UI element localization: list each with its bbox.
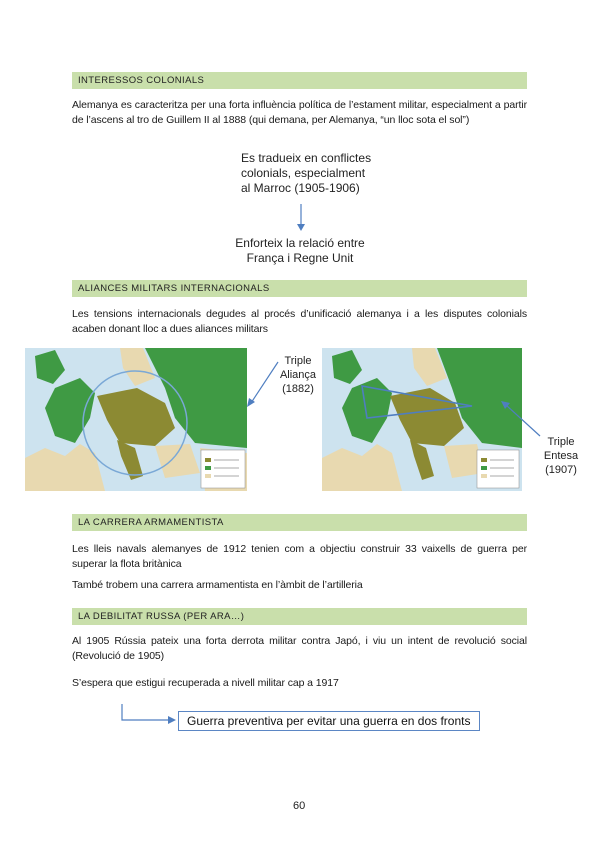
flow-box-result	[230, 236, 370, 266]
map-triple-entente	[322, 348, 522, 491]
down-arrow-icon	[296, 204, 306, 232]
section-heading-russia: LA DEBILITAT RUSSA (PER ARA…)	[72, 608, 527, 625]
russia-paragraph-2: S’espera que estigui recuperada a nivell militar cap a 1917	[72, 677, 339, 689]
page-number: 60	[293, 800, 306, 812]
label-line: Triple	[284, 355, 312, 367]
label-line: (1907)	[545, 464, 577, 476]
label-triple-entente	[536, 435, 586, 477]
label-line: Triple	[547, 436, 575, 448]
arrow-to-right-map-icon	[500, 400, 544, 440]
label-line: (1882)	[282, 383, 314, 395]
section-heading-arms: LA CARRERA ARMAMENTISTA	[72, 514, 527, 531]
arms-paragraph-2: També trobem una carrera armamentista en l’àmbit de l’artilleria	[72, 579, 363, 591]
section-heading-alliances: ALIANCES MILITARS INTERNACIONALS	[72, 280, 527, 297]
flow-line: al Marroc (1905-1906)	[241, 181, 360, 195]
colonial-paragraph: Alemanya es caracteritza per una forta influència política de l’estament militar, especialment a partir de l’ascens al tro de Guillem II al 1888 (qui demana, per Alemanya, “un lloc sota el sol”)	[72, 99, 527, 126]
flow-line: Es tradueix en conflictes	[241, 151, 372, 165]
alliances-paragraph: Les tensions internacionals degudes al procés d’unificació alemanya i a les disputes colonials acaben donant lloc a dues aliances militars	[72, 308, 527, 335]
russia-paragraph-1: Al 1905 Rússia pateix una forta derrota militar contra Japó, i viu un intent de revolució social (Revolució de 1905)	[72, 635, 527, 662]
section-heading-colonial: INTERESSOS COLONIALS	[72, 72, 527, 89]
elbow-arrow-icon	[118, 704, 180, 726]
label-triple-alliance	[268, 354, 328, 396]
flow-line: Enforteix la relació entre	[235, 236, 365, 250]
flow-line: colonials, especialment	[241, 166, 366, 180]
arms-paragraph-1: Les lleis navals alemanyes de 1912 tenien com a objectiu construir 33 vaixells de guerra per superar la flota britànica	[72, 543, 527, 570]
flow-line: França i Regne Unit	[246, 251, 354, 265]
flow-box-conflicts	[241, 151, 371, 196]
map-triple-alliance	[25, 348, 247, 491]
label-line: Aliança	[279, 369, 317, 381]
preventive-war-box: Guerra preventiva per evitar una guerra en dos fronts	[178, 711, 480, 731]
label-line: Entesa	[543, 450, 579, 462]
